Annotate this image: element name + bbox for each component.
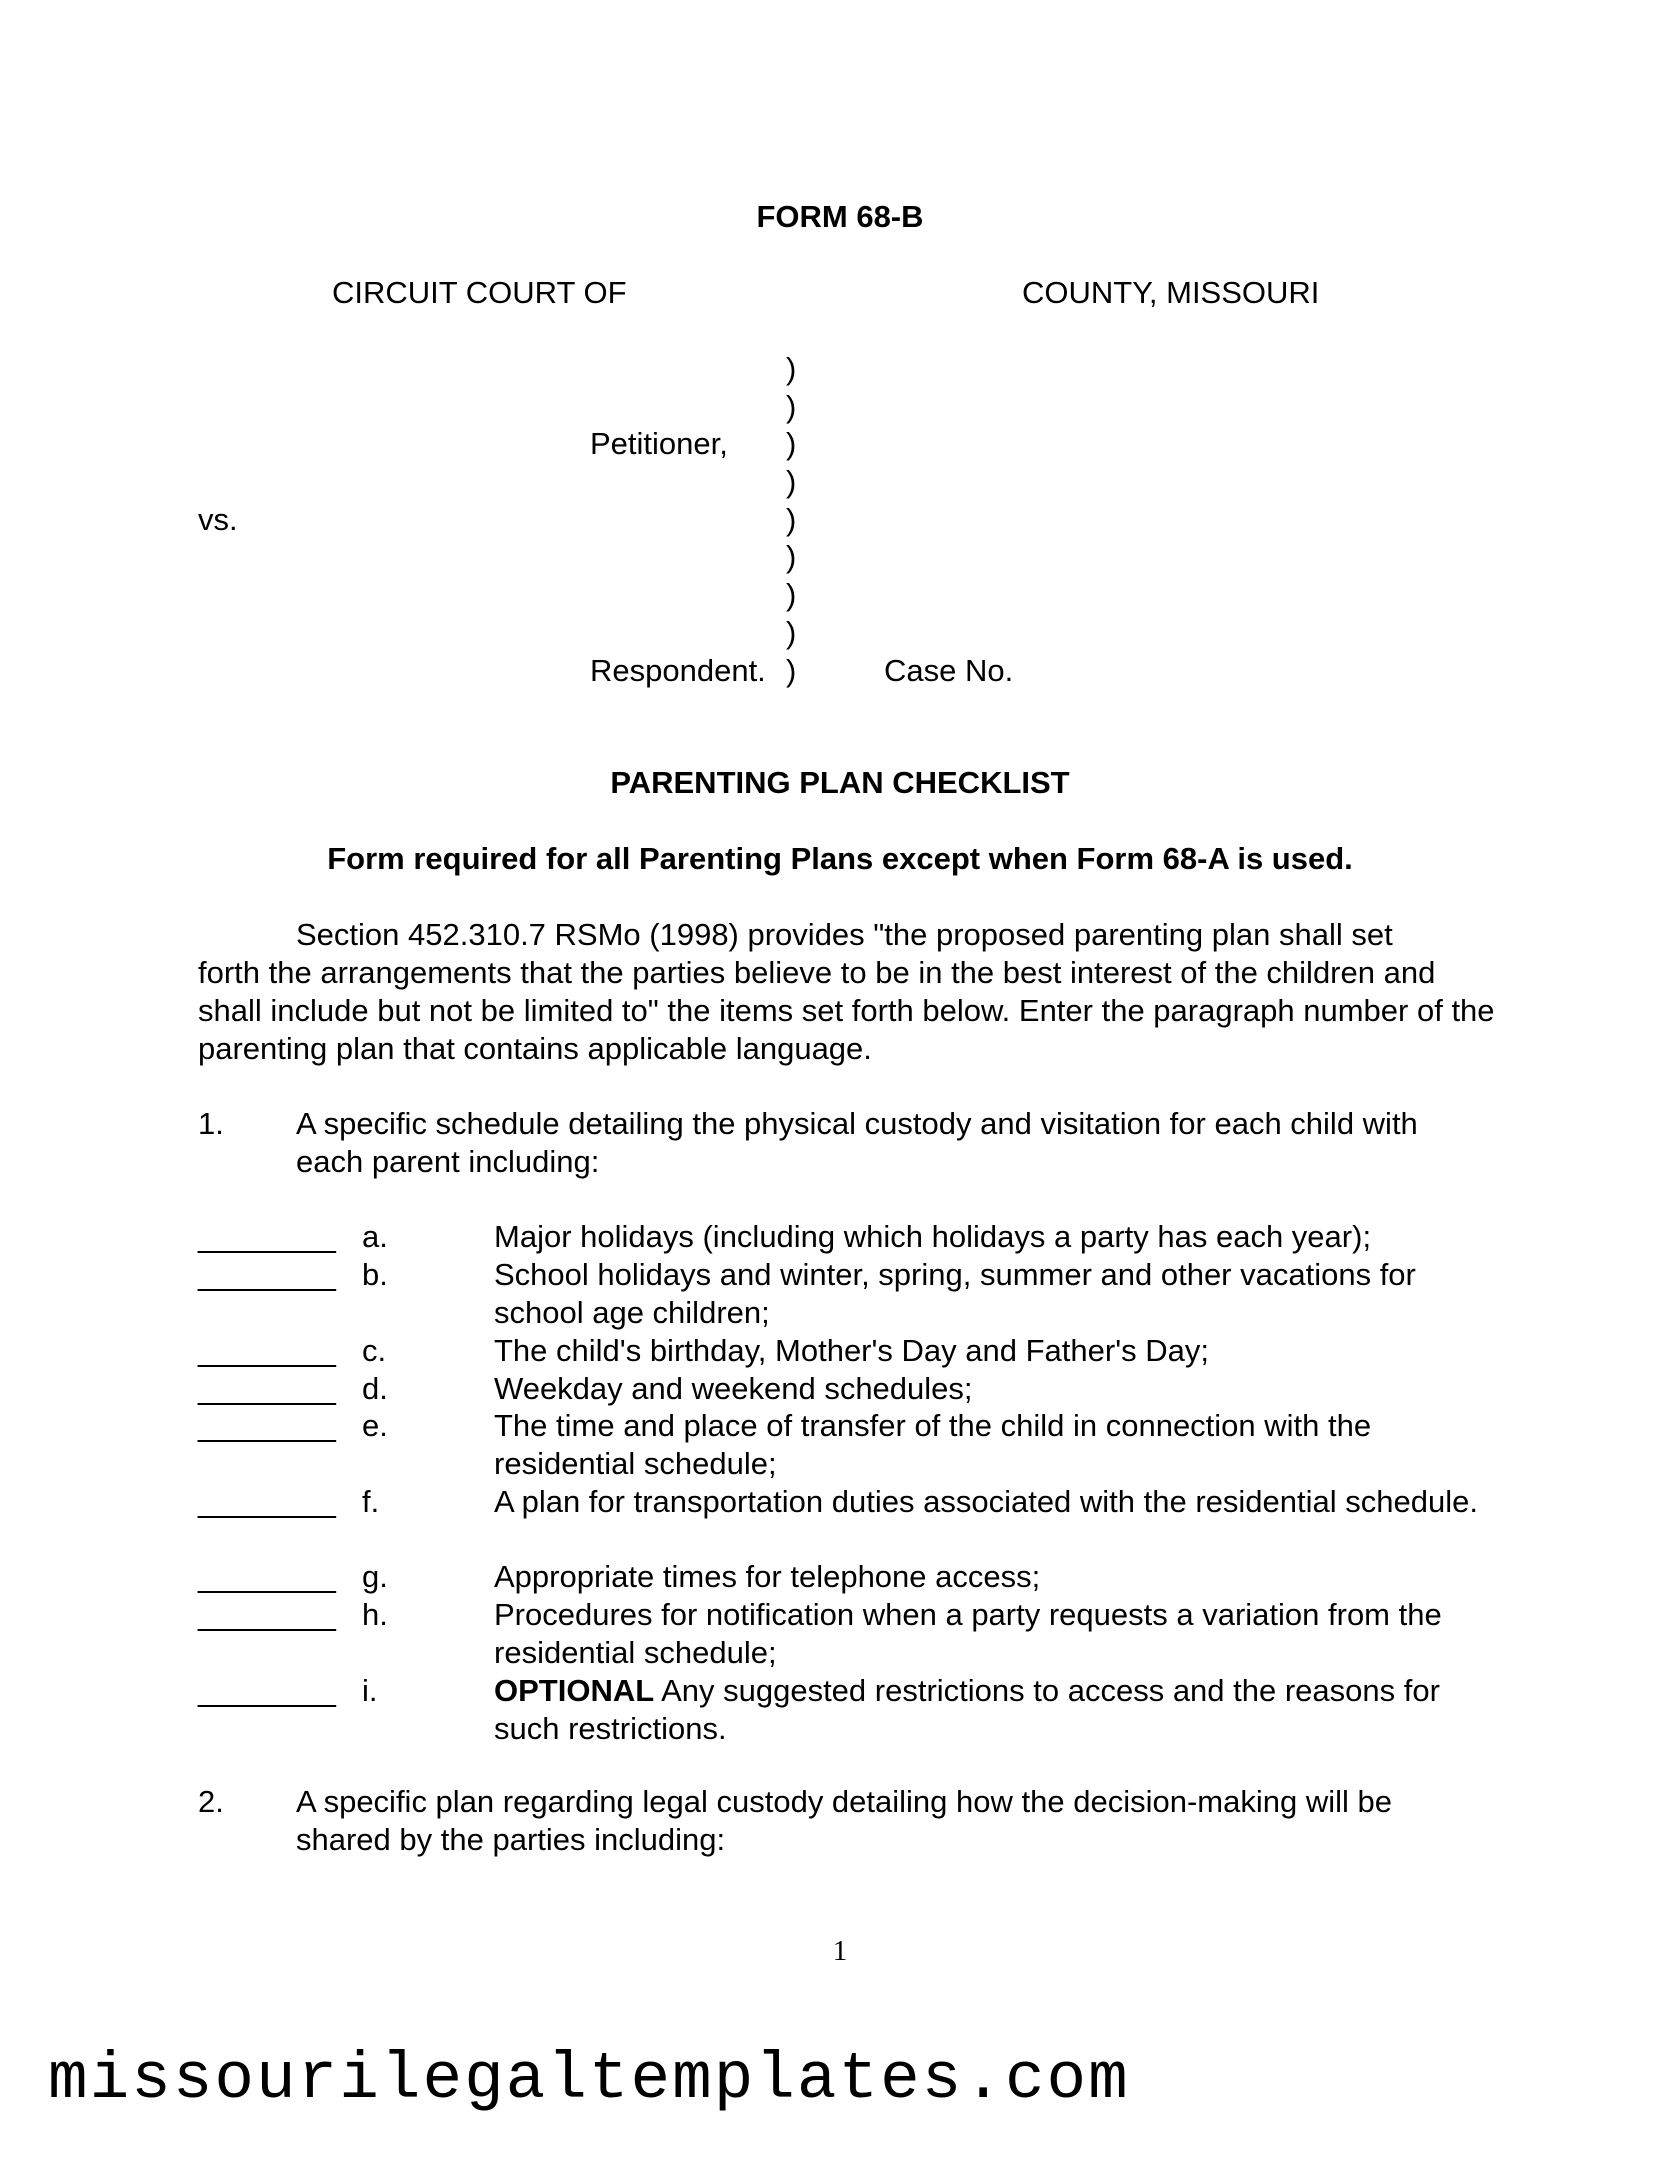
paragraph-number-blank[interactable]: ________	[198, 1333, 336, 1368]
caption-paren: )	[786, 389, 797, 424]
section-2-number: 2.	[198, 1784, 224, 1819]
court-label-right: COUNTY, MISSOURI	[1022, 275, 1320, 310]
item-letter: d.	[362, 1371, 388, 1406]
item-text: School holidays and winter, spring, summer and other vacations for school age children;	[494, 1257, 1416, 1330]
paragraph-number-blank[interactable]: ________	[198, 1408, 336, 1443]
optional-label: OPTIONAL	[494, 1673, 655, 1708]
caption-paren: )	[786, 351, 797, 386]
item-letter: c.	[362, 1333, 387, 1368]
caption-paren: )	[786, 615, 797, 650]
section-1-text: A specific schedule detailing the physical custody and visitation for each child with each parent including:	[296, 1106, 1418, 1179]
paragraph-number-blank[interactable]: ________	[198, 1597, 336, 1632]
item-letter: g.	[362, 1559, 388, 1594]
intro-paragraph: forth the arrangements that the parties believe to be in the best interest of the children and shall include but not be limited to" the items set forth below. Enter the paragraph number of the parenting plan that contains applicable language.	[198, 955, 1495, 1066]
item-letter: a.	[362, 1219, 388, 1254]
item-text-rest: Any suggested restrictions to access and the reasons for such restrictions.	[494, 1673, 1440, 1746]
item-text: Weekday and weekend schedules;	[494, 1371, 973, 1406]
item-text: A plan for transportation duties associated with the residential schedule.	[494, 1484, 1478, 1519]
item-letter: f.	[362, 1484, 380, 1519]
court-label-left: CIRCUIT COURT OF	[332, 275, 627, 310]
paragraph-number-blank[interactable]: ________	[198, 1559, 336, 1594]
paragraph-number-blank[interactable]: ________	[198, 1257, 336, 1292]
item-text: Procedures for notification when a party requests a variation from the residential schedule;	[494, 1597, 1442, 1670]
item-text: Major holidays (including which holidays a party has each year);	[494, 1219, 1372, 1254]
item-letter: b.	[362, 1257, 388, 1292]
form-number: FORM 68-B	[756, 199, 924, 234]
respondent-label: Respondent.	[590, 653, 766, 688]
caption-paren: )	[786, 502, 797, 537]
paragraph-number-blank[interactable]: ________	[198, 1219, 336, 1254]
vs-label: vs.	[198, 502, 238, 537]
document-title: PARENTING PLAN CHECKLIST	[610, 765, 1070, 800]
item-text: The child's birthday, Mother's Day and Father's Day;	[494, 1333, 1209, 1368]
item-letter: i.	[362, 1673, 378, 1708]
paragraph-number-blank[interactable]: ________	[198, 1371, 336, 1406]
item-letter: e.	[362, 1408, 388, 1443]
caption-paren: )	[786, 577, 797, 612]
caption-paren: )	[786, 426, 797, 461]
paragraph-number-blank[interactable]: ________	[198, 1484, 336, 1519]
section-1-number: 1.	[198, 1106, 224, 1141]
section-2-text: A specific plan regarding legal custody detailing how the decision-making will be shared by the parties including:	[296, 1784, 1392, 1857]
caption-paren: )	[786, 653, 797, 688]
paragraph-number-blank[interactable]: ________	[198, 1673, 336, 1708]
item-text	[494, 1672, 1494, 1748]
intro-first-line: Section 452.310.7 RSMo (1998) provides "the proposed parenting plan shall set	[296, 917, 1393, 952]
caption-paren: )	[786, 539, 797, 574]
caption-paren: )	[786, 464, 797, 499]
item-letter: h.	[362, 1597, 388, 1632]
document-subtitle: Form required for all Parenting Plans except when Form 68-A is used.	[327, 841, 1353, 876]
case-number-label: Case No.	[884, 653, 1014, 688]
petitioner-label: Petitioner,	[590, 426, 728, 461]
site-watermark: missourilegaltemplates.com	[48, 2042, 1130, 2117]
item-text: Appropriate times for telephone access;	[494, 1559, 1041, 1594]
item-text: The time and place of transfer of the child in connection with the residential schedule;	[494, 1408, 1372, 1481]
page-number: 1	[832, 1935, 848, 1967]
